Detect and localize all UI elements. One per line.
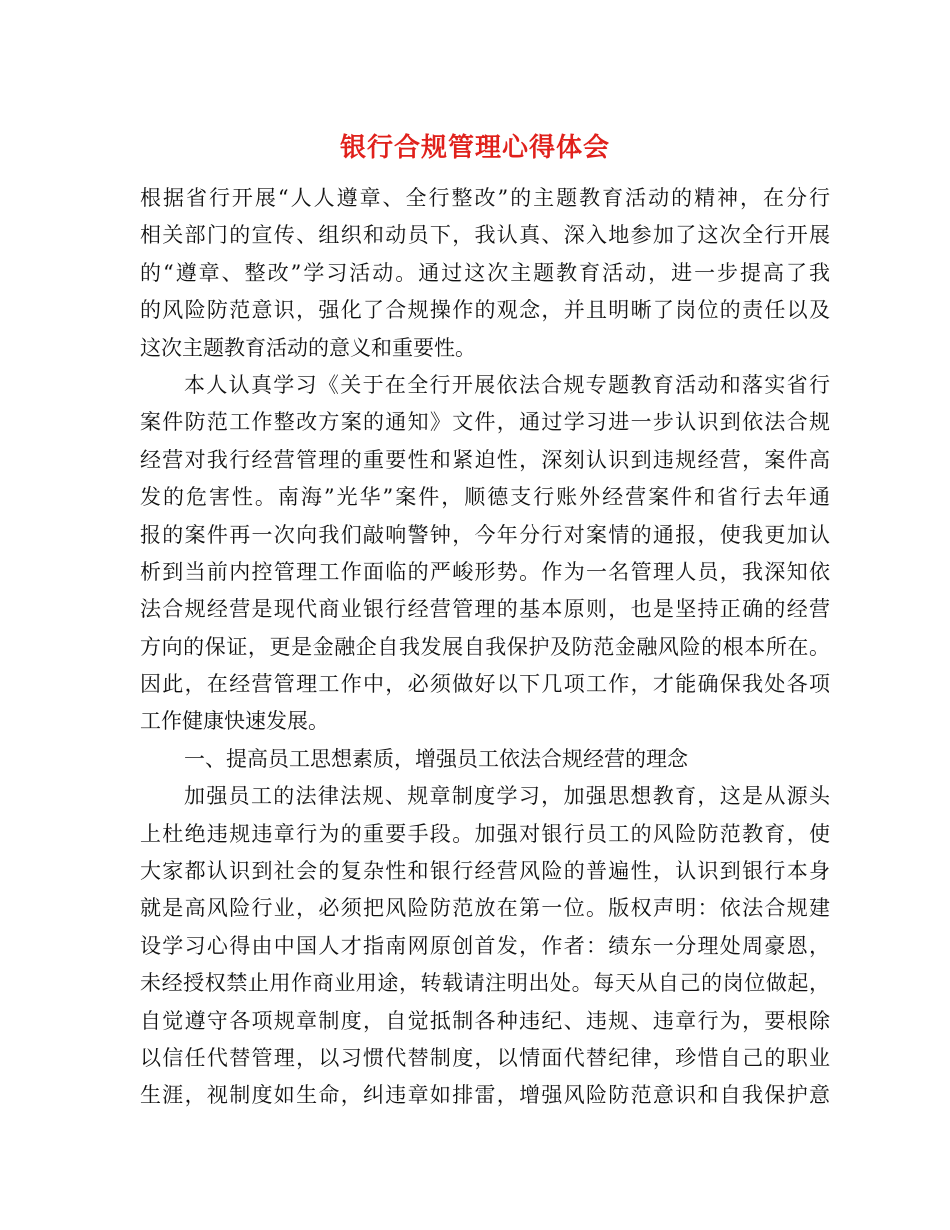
paragraph-line: 的风险防范意识，强化了合规操作的观念，并且明晰了岗位的责任以及 bbox=[140, 298, 830, 323]
section-heading: 一、提高员工思想素质，增强员工依法合规经营的理念 bbox=[184, 746, 688, 771]
paragraph-line: 工作健康快速发展。 bbox=[140, 709, 329, 734]
paragraph-line: 加强员工的法律法规、规章制度学习，加强思想教育，这是从源头 bbox=[184, 784, 830, 809]
paragraph-line: 方向的保证，更是金融企自我发展自我保护及防范金融风险的根本所在。 bbox=[140, 634, 830, 659]
paragraph-line: 析到当前内控管理工作面临的严峻形势。作为一名管理人员，我深知依 bbox=[140, 559, 830, 584]
paragraph-line: 这次主题教育活动的意义和重要性。 bbox=[140, 335, 476, 360]
paragraph-line: 以信任代替管理，以习惯代替制度，以情面代替纪律，珍惜自己的职业 bbox=[140, 1045, 830, 1070]
paragraph-line: 上杜绝违规违章行为的重要手段。加强对银行员工的风险防范教育，使 bbox=[140, 821, 830, 846]
paragraph-line: 法合规经营是现代商业银行经营管理的基本原则，也是坚持正确的经营 bbox=[140, 597, 830, 622]
document-title: 银行合规管理心得体会 bbox=[339, 133, 610, 163]
paragraph-line: 大家都认识到社会的复杂性和银行经营风险的普遍性，认识到银行本身 bbox=[140, 859, 830, 884]
paragraph-line: 报的案件再一次向我们敲响警钟，今年分行对案情的通报，使我更加认 bbox=[140, 522, 830, 547]
paragraph-line: 本人认真学习《关于在全行开展依法合规专题教育活动和落实省行 bbox=[184, 372, 830, 397]
paragraph-line: 就是高风险行业，必须把风险防范放在第一位。版权声明：依法合规建 bbox=[140, 896, 830, 921]
paragraph-line: 自觉遵守各项规章制度，自觉抵制各种违纪、违规、违章行为，要根除 bbox=[140, 1008, 830, 1033]
paragraph-line: 发的危害性。南海”光华”案件，顺德支行账外经营案件和省行去年通 bbox=[140, 485, 830, 510]
paragraph-line: 未经授权禁止用作商业用途，转载请注明出处。每天从自己的岗位做起， bbox=[140, 971, 830, 996]
paragraph-line: 的“遵章、整改”学习活动。通过这次主题教育活动，进一步提高了我 bbox=[140, 260, 830, 285]
paragraph-line: 生涯，视制度如生命，纠违章如排雷，增强风险防范意识和自我保护意 bbox=[140, 1083, 830, 1108]
document-body bbox=[140, 180, 830, 1115]
paragraph-line: 根据省行开展“人人遵章、全行整改”的主题教育活动的精神，在分行 bbox=[140, 186, 830, 210]
paragraph-line: 案件防范工作整改方案的通知》文件，通过学习进一步认识到依法合规 bbox=[140, 410, 830, 435]
paragraph-line: 因此，在经营管理工作中，必须做好以下几项工作，才能确保我处各项 bbox=[140, 672, 830, 697]
paragraph-line: 经营对我行经营管理的重要性和紧迫性，深刻认识到违规经营，案件高 bbox=[140, 447, 830, 472]
paragraph-line: 设学习心得由中国人才指南网原创首发，作者：绩东一分理处周豪恩， bbox=[140, 933, 830, 958]
paragraph-line: 相关部门的宣传、组织和动员下，我认真、深入地参加了这次全行开展 bbox=[140, 223, 830, 248]
